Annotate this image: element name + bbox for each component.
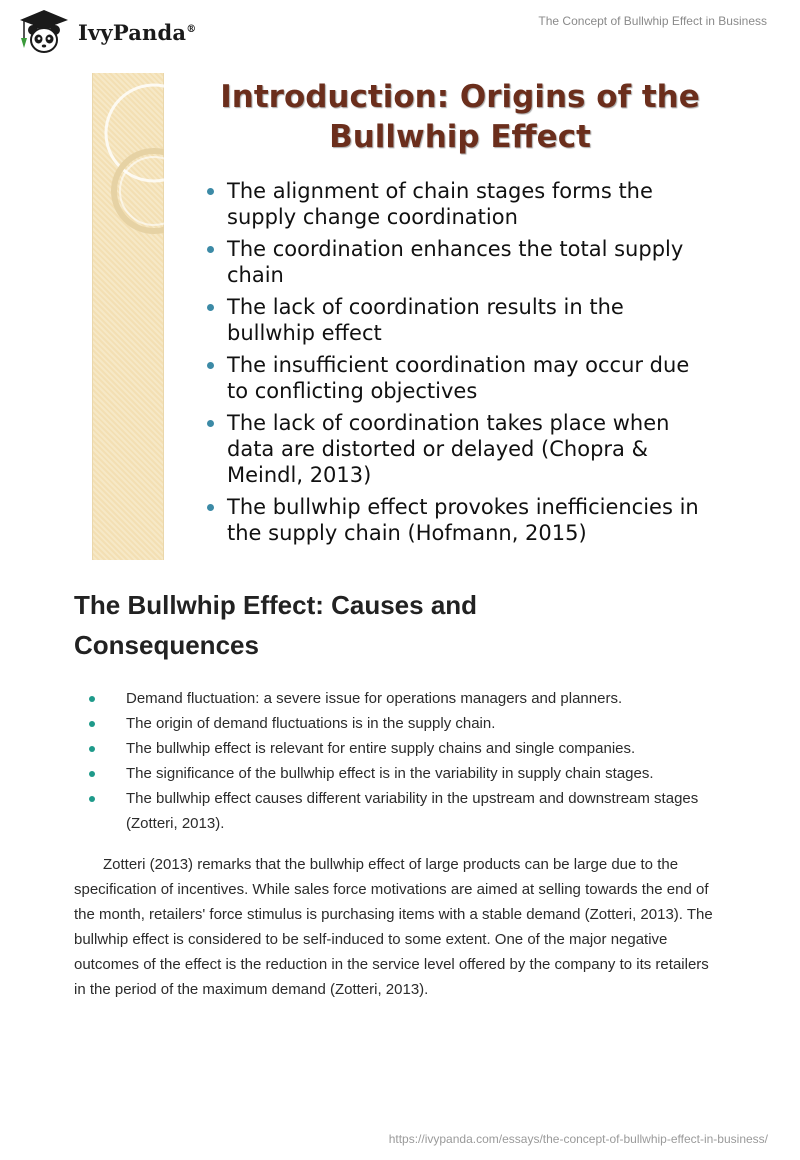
bullet-icon	[89, 721, 95, 727]
page-header	[0, 0, 800, 60]
content-bullet-list	[74, 686, 734, 836]
slide-bullet: The lack of coordination takes place when data are distorted or delayed (Chopra & Meindl, 2013)	[204, 410, 714, 488]
list-item: Demand fluctuation: a severe issue for operations managers and planners.	[74, 686, 734, 711]
brand-name: IvyPanda®	[78, 19, 197, 45]
bullet-icon	[207, 246, 214, 253]
bullet-icon	[89, 696, 95, 702]
list-item: The bullwhip effect causes different variability in the upstream and downstream stages (Zotteri, 2013).	[74, 786, 734, 836]
list-item: The origin of demand fluctuations is in the supply chain.	[74, 711, 734, 736]
bullet-icon	[207, 304, 214, 311]
document-title: The Concept of Bullwhip Effect in Business	[538, 14, 767, 28]
bullet-icon	[89, 796, 95, 802]
slide-title: Introduction: Origins of the Bullwhip Effect	[220, 79, 700, 155]
bullet-icon	[207, 420, 214, 427]
slide-decorative-stripe	[92, 73, 164, 560]
section-heading: The Bullwhip Effect: Causes and Consequences	[74, 590, 478, 660]
bullet-icon	[89, 771, 95, 777]
slide-bullet: The alignment of chain stages forms the supply change coordination	[204, 178, 714, 230]
list-item: The significance of the bullwhip effect is in the variability in supply chain stages.	[74, 761, 734, 786]
slide-bullet: The coordination enhances the total supply chain	[204, 236, 714, 288]
bullet-icon	[207, 362, 214, 369]
source-url-link[interactable]: https://ivypanda.com/essays/the-concept-of-bullwhip-effect-in-business/	[388, 1132, 768, 1146]
body-paragraph: Zotteri (2013) remarks that the bullwhip effect of large products can be large due to the specification of incentives. While sales force motivations are aimed at selling towards the end of the month, retailers' force stimulus is purchasing items with a stable demand (Zotteri, 2013). The bullwhip effect is considered to be self-induced to some extent. One of the major negative outcomes of the effect is the reduction in the service level offered by the company to its retailers in the period of the maximum demand (Zotteri, 2013).	[74, 856, 713, 998]
bullet-icon	[89, 746, 95, 752]
slide-bullet: The insufficient coordination may occur due to conflicting objectives	[204, 352, 714, 404]
slide-image	[92, 73, 722, 560]
bullet-icon	[207, 188, 214, 195]
list-item: The bullwhip effect is relevant for entire supply chains and single companies.	[74, 736, 734, 761]
ivypanda-logo[interactable]	[14, 8, 196, 56]
slide-bullet-list	[204, 178, 714, 552]
bullet-icon	[207, 504, 214, 511]
slide-bullet: The lack of coordination results in the bullwhip effect	[204, 294, 714, 346]
slide-bullet: The bullwhip effect provokes inefficiencies in the supply chain (Hofmann, 2015)	[204, 494, 714, 546]
panda-graduate-icon	[14, 8, 74, 56]
